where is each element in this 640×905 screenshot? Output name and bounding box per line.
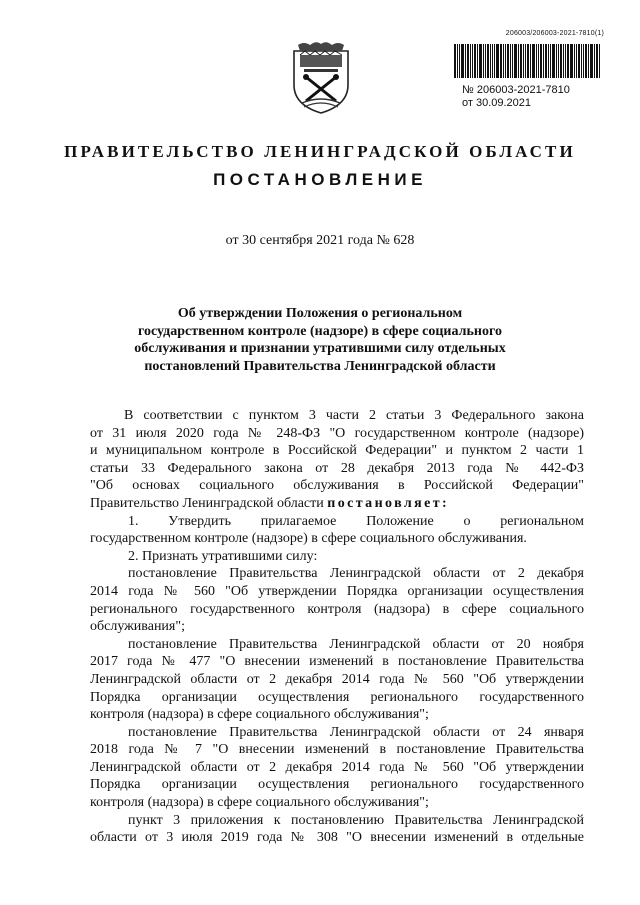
repealed-act-2 (90, 636, 584, 724)
decree-title (100, 305, 540, 375)
text-segment: Правительство Ленинградской области (90, 495, 328, 511)
barcode-bar (512, 44, 513, 78)
text-line: Ленинградской области от 2 декабря 2014 года № 560 "Об утверждении (90, 759, 584, 775)
barcode-bar (514, 44, 517, 78)
text-line: государственном контроле (надзоре) в сфере социального обслуживания. (90, 531, 527, 547)
item-2-paragraph (90, 548, 584, 566)
item-1-paragraph (90, 513, 584, 548)
resolves-word: постановляет: (327, 495, 450, 511)
barcode-bar (556, 44, 557, 78)
barcode-bar (578, 44, 580, 78)
registration-number: № 206003-2021-7810 (462, 84, 570, 96)
text-line: Порядка организации осуществления регионального государственного (90, 777, 584, 793)
barcode-bar (560, 44, 562, 78)
barcode-bar (550, 44, 551, 78)
barcode-bar (596, 44, 598, 78)
barcode-bar (527, 44, 529, 78)
barcode-bar (494, 44, 495, 78)
barcode-bar (590, 44, 593, 78)
barcode-bar (507, 44, 509, 78)
barcode-bar (474, 44, 476, 78)
barcode-bar (532, 44, 535, 78)
barcode-bar (552, 44, 555, 78)
text-line: контроля (надзора) в сфере социального обслуживания"; (90, 707, 429, 723)
barcode-bar (520, 44, 522, 78)
barcode-bar (518, 44, 519, 78)
barcode-bar (588, 44, 589, 78)
barcode-bar (548, 44, 549, 78)
text-line: 2017 года № 477 "О внесении изменений в постановление Правительства (90, 654, 584, 670)
text-line: В соответствии с пунктом 3 части 2 статьи 3 Федерального закона (124, 408, 584, 423)
barcode-bar (576, 44, 577, 78)
registration-date: от 30.09.2021 (462, 97, 532, 109)
title-line: обслуживания и признании утратившими силу отдельных (134, 341, 506, 356)
barcode (454, 44, 604, 78)
barcode-bar (472, 44, 473, 78)
text-line: постановление Правительства Ленинградской области от 2 декабря (128, 566, 584, 582)
authority-heading: ПРАВИТЕЛЬСТВО ЛЕНИНГРАДСКОЙ ОБЛАСТИ (64, 142, 576, 161)
barcode-bar (500, 44, 502, 78)
title-line: Об утверждении Положения о региональном (177, 306, 463, 321)
barcode-bar (510, 44, 511, 78)
barcode-bar (465, 44, 466, 78)
text-line: 2014 года № 560 "Об утверждении Порядка организации осуществления (90, 583, 584, 599)
document-type: ПОСТАНОВЛЕНИЕ (213, 170, 427, 189)
barcode-bar (540, 44, 542, 78)
barcode-bar (567, 44, 569, 78)
text-line: области от 3 июля 2019 года № 308 "О внесении изменений в отдельные (90, 830, 584, 846)
decree-body (90, 407, 584, 847)
barcode-bar (558, 44, 559, 78)
barcode-bar (594, 44, 595, 78)
barcode-bar (492, 44, 493, 78)
barcode-bar (536, 44, 537, 78)
barcode-bar (525, 44, 526, 78)
barcode-bar (479, 44, 482, 78)
barcode-bar (477, 44, 478, 78)
barcode-bar (530, 44, 531, 78)
text-line: "Об основах социального обслуживания в Российской Федерации" (90, 478, 584, 494)
coat-of-arms-icon (290, 41, 352, 115)
text-line: пункт 3 приложения к постановлению Правительства Ленинградской (128, 812, 584, 828)
barcode-bar (543, 44, 544, 78)
barcode-bar (503, 44, 504, 78)
barcode-bar (483, 44, 484, 78)
text-line: обслуживания"; (90, 619, 185, 635)
title-line: государственном контроле (надзоре) в сфере социального (138, 323, 502, 339)
text-line: Ленинградской области от 2 декабря 2014 года № 560 "Об утверждении (90, 671, 584, 687)
preamble-paragraph (90, 407, 584, 513)
barcode-bar (523, 44, 524, 78)
barcode-bar (467, 44, 469, 78)
text-line: статьи 33 Федерального закона от 28 декабря 2013 года № 442-ФЗ (90, 460, 584, 476)
barcode-bar (470, 44, 471, 78)
barcode-bar (570, 44, 573, 78)
barcode-bar (563, 44, 564, 78)
barcode-bar (585, 44, 587, 78)
barcode-bar (461, 44, 464, 78)
barcode-bar (485, 44, 486, 78)
barcode-bar (490, 44, 491, 78)
barcode-bar (454, 44, 456, 78)
text-line: 2018 года № 7 "О внесении изменений в постановление Правительства (90, 742, 584, 758)
text-line: и муниципальном контроле в Российской Федерации" и пунктом 2 части 1 (90, 443, 584, 459)
repealed-act-4 (90, 812, 584, 847)
decree-date-number: от 30 сентября 2021 года № 628 (225, 233, 415, 248)
text-line: постановление Правительства Ленинградской области от 20 ноября (128, 636, 584, 652)
barcode-bar (574, 44, 575, 78)
barcode-bar (457, 44, 458, 78)
barcode-bar (459, 44, 460, 78)
title-line: постановлений Правительства Ленинградской области (144, 358, 496, 374)
barcode-bar (565, 44, 566, 78)
text-line: контроля (надзора) в сфере социального обслуживания"; (90, 795, 429, 811)
barcode-bar (505, 44, 506, 78)
barcode-bar (538, 44, 539, 78)
repealed-act-1 (90, 565, 584, 635)
text-line: от 31 июля 2020 года № 248-ФЗ "О государственном контроле (надзоре) (90, 425, 584, 441)
barcode-bar (581, 44, 582, 78)
text-line: 1. Утвердить прилагаемое Положение о региональном (128, 513, 584, 529)
text-line (90, 495, 584, 513)
barcode-bar (496, 44, 499, 78)
barcode-bar (487, 44, 489, 78)
registration-stamp (462, 84, 570, 110)
text-line: 2. Признать утратившими силу: (128, 548, 318, 564)
barcode-bar (583, 44, 584, 78)
barcode-bar (599, 44, 600, 78)
repealed-act-3 (90, 724, 584, 812)
text-line: постановление Правительства Ленинградской области от 24 января (128, 724, 584, 740)
text-line: регионального государственного контроля (надзора) в сфере социального (90, 601, 584, 617)
text-line: Порядка организации осуществления регионального государственного (90, 689, 584, 705)
registration-code: 206003/206003-2021-7810(1) (505, 30, 604, 37)
barcode-bar (545, 44, 547, 78)
